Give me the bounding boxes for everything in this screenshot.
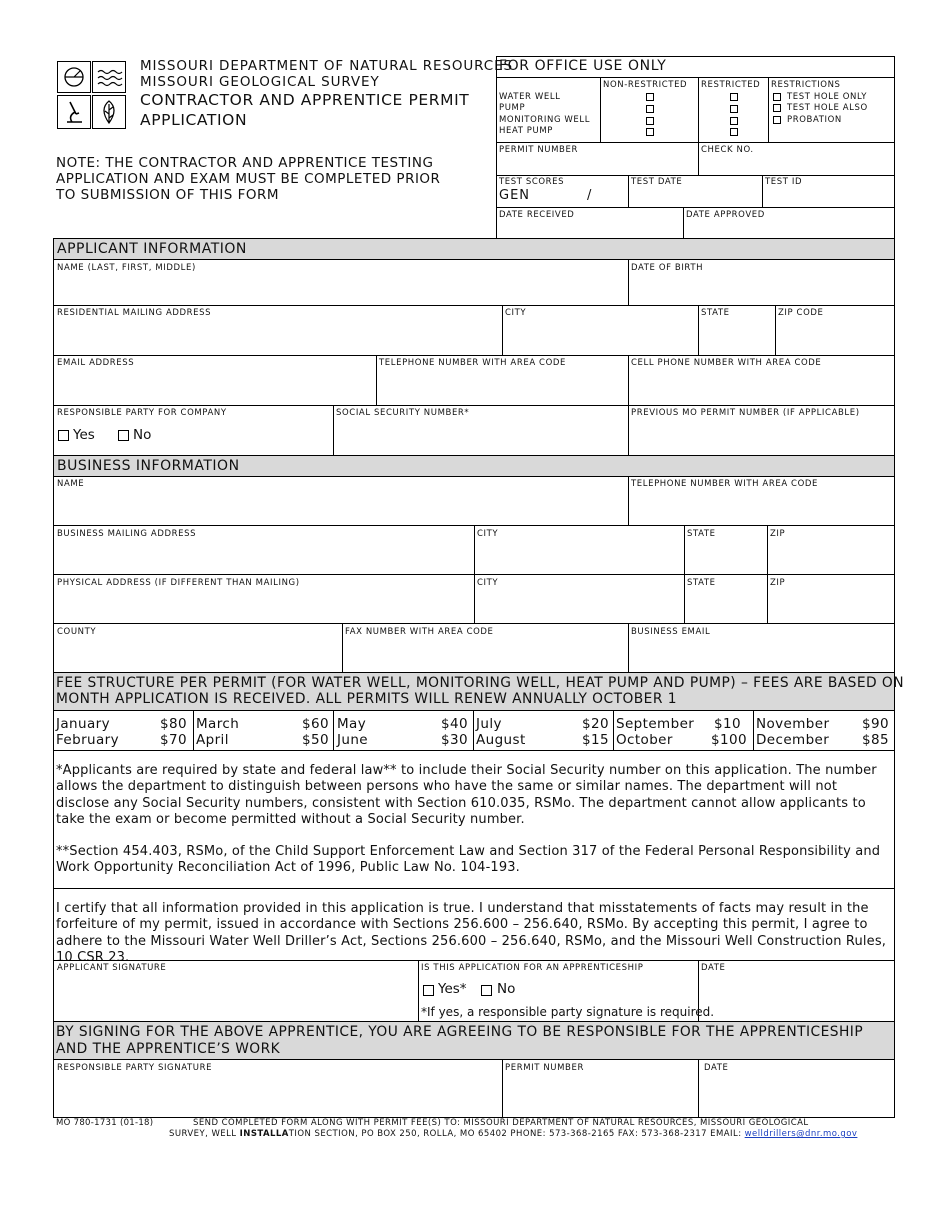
fee-month: April: [196, 732, 229, 748]
fee-header-line1: FEE STRUCTURE PER PERMIT (FOR WATER WELL, MONITORING WELL, HEAT PUMP AND PUMP) – FEES ARE BASED ON: [56, 675, 904, 691]
fee-amount: $30: [441, 732, 468, 748]
residential-address-field[interactable]: RESIDENTIAL MAILING ADDRESS: [57, 308, 212, 318]
test-hole-only-checkbox[interactable]: [773, 93, 781, 101]
fee-amount: $70: [160, 732, 187, 748]
certification-paragraph: I certify that all information provided in this application is true. I understand that misstatements of facts may result in the forfeiture of my permit, issued in accordance with Sections 256.600 – 256.640, RSMo. By accepting this permit, I agree to adhere to the Missouri Water Well Driller’s Act, Sections 256.600 – 256.640, RSMo, and the Missouri Well Construction Rules, 10 CSR 23.: [56, 901, 887, 966]
restriction-test-hole-only: TEST HOLE ONLY: [787, 92, 867, 102]
permit-number-field[interactable]: PERMIT NUMBER: [499, 145, 578, 155]
fee-month: February: [56, 732, 120, 748]
fee-amount: $10: [714, 716, 741, 732]
responsible-yes-label: Yes: [73, 427, 95, 443]
physical-state-field[interactable]: STATE: [687, 578, 716, 588]
test-hole-also-checkbox[interactable]: [773, 104, 781, 112]
fee-amount: $85: [862, 732, 889, 748]
date-received-field[interactable]: DATE RECEIVED: [499, 210, 575, 220]
sponsor-header: BY SIGNING FOR THE ABOVE APPRENTICE, YOU ARE AGREEING TO BE RESPONSIBLE FOR THE APPRENTICESHIP AND THE APPRENTICE’S WORK: [56, 1024, 864, 1057]
fee-month: June: [337, 732, 368, 748]
applicant-section-header: APPLICANT INFORMATION: [54, 239, 894, 259]
fee-month: January: [56, 716, 110, 732]
business-zip-field[interactable]: ZIP: [770, 529, 786, 539]
email-link[interactable]: welldrillers@dnr.mo.gov: [744, 1129, 858, 1139]
nonrestricted-monitoring-checkbox[interactable]: [646, 117, 654, 125]
previous-permit-field[interactable]: PREVIOUS MO PERMIT NUMBER (IF APPLICABLE): [631, 408, 860, 418]
footer-text: TION SECTION, PO BOX 250, ROLLA, MO 65402 PHONE: 573-368-2165 FAX: 573-368-2317 EMAIL:: [288, 1129, 745, 1139]
note-line3: TO SUBMISSION OF THIS FORM: [56, 187, 279, 203]
fee-month: May: [337, 716, 367, 732]
business-state-field[interactable]: STATE: [687, 529, 716, 539]
sponsor-date-field[interactable]: DATE: [704, 1063, 729, 1073]
fee-month: October: [616, 732, 673, 748]
restriction-test-hole-also: TEST HOLE ALSO: [787, 103, 868, 113]
check-no-field[interactable]: CHECK NO.: [701, 145, 754, 155]
fee-amount: $90: [862, 716, 889, 732]
restriction-probation: PROBATION: [787, 115, 842, 125]
footer-line1: SEND COMPLETED FORM ALONG WITH PERMIT FEE(S) TO: MISSOURI DEPARTMENT OF NATURAL RESOURCES, MISSOURI GEOLOGICAL: [193, 1118, 809, 1128]
apprenticeship-no-label: No: [497, 981, 516, 997]
ssn-disclosure-paragraph: *Applicants are required by state and federal law** to include their Social Security number on this application. The number allows the department to distinguish between persons who have the same or similar names. The department will not disclose any Social Security numbers, consistent with Section 610.035, RSMo. The department cannot allow applicants to take the exam or become permitted without a Social Security number.: [56, 763, 877, 828]
geology-icon: [57, 61, 91, 93]
col-restrictions: RESTRICTIONS: [771, 80, 841, 90]
applicant-signature-date-field[interactable]: DATE: [701, 963, 726, 973]
applicant-state-field[interactable]: STATE: [701, 308, 730, 318]
restricted-monitoring-checkbox[interactable]: [730, 117, 738, 125]
physical-address-field[interactable]: PHYSICAL ADDRESS (IF DIFFERENT THAN MAILING): [57, 578, 300, 588]
form-title-line2: APPLICATION: [140, 111, 248, 129]
nonrestricted-pump-checkbox[interactable]: [646, 105, 654, 113]
apprenticeship-no-checkbox[interactable]: [481, 985, 492, 996]
applicant-name-field[interactable]: NAME (LAST, FIRST, MIDDLE): [57, 263, 196, 273]
fee-month: March: [196, 716, 240, 732]
form-title-line1: CONTRACTOR AND APPRENTICE PERMIT: [140, 91, 470, 109]
office-row-water-well: WATER WELL: [499, 92, 561, 102]
leaf-icon: [92, 95, 126, 129]
physical-city-field[interactable]: CITY: [477, 578, 499, 588]
note-line1: NOTE: THE CONTRACTOR AND APPRENTICE TESTING: [56, 155, 434, 171]
date-approved-field[interactable]: DATE APPROVED: [686, 210, 765, 220]
fee-month: August: [476, 732, 526, 748]
office-use-title: FOR OFFICE USE ONLY: [499, 58, 667, 74]
footer-text: SURVEY, WELL: [169, 1129, 240, 1139]
applicant-city-field[interactable]: CITY: [505, 308, 527, 318]
footer-line2: [169, 1129, 857, 1139]
apprenticeship-yes-label: Yes*: [438, 981, 467, 997]
applicant-zip-field[interactable]: ZIP CODE: [778, 308, 824, 318]
business-city-field[interactable]: CITY: [477, 529, 499, 539]
fee-amount: $15: [582, 732, 609, 748]
probation-checkbox[interactable]: [773, 116, 781, 124]
responsible-signature-field[interactable]: RESPONSIBLE PARTY SIGNATURE: [57, 1063, 213, 1073]
responsible-party-label: RESPONSIBLE PARTY FOR COMPANY: [57, 408, 227, 418]
date-of-birth-field[interactable]: DATE OF BIRTH: [631, 263, 704, 273]
email-address-field[interactable]: EMAIL ADDRESS: [57, 358, 135, 368]
fee-amount: $100: [711, 732, 747, 748]
fee-amount: $20: [582, 716, 609, 732]
fee-amount: $60: [302, 716, 329, 732]
telephone-field[interactable]: TELEPHONE NUMBER WITH AREA CODE: [379, 358, 566, 368]
fee-month: September: [616, 716, 695, 732]
responsible-no-checkbox[interactable]: [118, 430, 129, 441]
note-line2: APPLICATION AND EXAM MUST BE COMPLETED PRIOR: [56, 171, 441, 187]
footer-text-bold: INSTALLA: [239, 1129, 289, 1139]
col-nonrestricted: NON-RESTRICTED: [603, 80, 688, 90]
restricted-pump-checkbox[interactable]: [730, 105, 738, 113]
fee-month: December: [756, 732, 830, 748]
apprenticeship-question: IS THIS APPLICATION FOR AN APPRENTICESHIP: [421, 963, 644, 973]
responsible-yes-checkbox[interactable]: [58, 430, 69, 441]
apprenticeship-yes-checkbox[interactable]: [423, 985, 434, 996]
nonrestricted-water-well-checkbox[interactable]: [646, 93, 654, 101]
department-name: MISSOURI DEPARTMENT OF NATURAL RESOURCES: [140, 58, 514, 74]
applicant-signature-field[interactable]: APPLICANT SIGNATURE: [57, 963, 167, 973]
test-date-field[interactable]: TEST DATE: [631, 177, 683, 187]
restricted-heatpump-checkbox[interactable]: [730, 128, 738, 136]
fee-header-line2: MONTH APPLICATION IS RECEIVED. ALL PERMITS WILL RENEW ANNUALLY OCTOBER 1: [56, 691, 677, 707]
form-number: MO 780-1731 (01-18): [56, 1118, 154, 1128]
survey-name: MISSOURI GEOLOGICAL SURVEY: [140, 74, 380, 90]
fee-month: November: [756, 716, 830, 732]
col-restricted: RESTRICTED: [701, 80, 761, 90]
cell-phone-field[interactable]: CELL PHONE NUMBER WITH AREA CODE: [631, 358, 822, 368]
business-section-header: BUSINESS INFORMATION: [54, 456, 894, 476]
office-row-monitoring-well: MONITORING WELL: [499, 115, 591, 125]
apprenticeship-footnote: *If yes, a responsible party signature is required.: [421, 1005, 715, 1019]
fax-field[interactable]: FAX NUMBER WITH AREA CODE: [345, 627, 494, 637]
county-field[interactable]: COUNTY: [57, 627, 97, 637]
fee-amount: $80: [160, 716, 187, 732]
test-id-field[interactable]: TEST ID: [765, 177, 803, 187]
test-scores-label: TEST SCORES: [499, 177, 565, 187]
test-scores-gen[interactable]: GEN: [499, 188, 531, 203]
office-row-heat-pump: HEAT PUMP: [499, 126, 554, 136]
business-phone-field[interactable]: TELEPHONE NUMBER WITH AREA CODE: [631, 479, 818, 489]
agency-logo: [57, 61, 127, 129]
office-row-pump: PUMP: [499, 103, 526, 113]
physical-zip-field[interactable]: ZIP: [770, 578, 786, 588]
business-name-field[interactable]: NAME: [57, 479, 85, 489]
nonrestricted-heatpump-checkbox[interactable]: [646, 128, 654, 136]
restricted-water-well-checkbox[interactable]: [730, 93, 738, 101]
sponsor-permit-number-field[interactable]: PERMIT NUMBER: [505, 1063, 584, 1073]
water-icon: [92, 61, 126, 93]
test-scores-separator: /: [587, 188, 592, 203]
ssn-field[interactable]: SOCIAL SECURITY NUMBER*: [336, 408, 470, 418]
fee-month: July: [476, 716, 502, 732]
business-mailing-field[interactable]: BUSINESS MAILING ADDRESS: [57, 529, 197, 539]
business-email-field[interactable]: BUSINESS EMAIL: [631, 627, 711, 637]
fee-amount: $50: [302, 732, 329, 748]
law-reference-paragraph: **Section 454.403, RSMo, of the Child Support Enforcement Law and Section 317 of the Federal Personal Responsibility and Work Opportunity Reconciliation Act of 1996, Public Law No. 104-193.: [56, 844, 881, 876]
responsible-no-label: No: [133, 427, 152, 443]
fee-amount: $40: [441, 716, 468, 732]
microscope-icon: [57, 95, 91, 129]
